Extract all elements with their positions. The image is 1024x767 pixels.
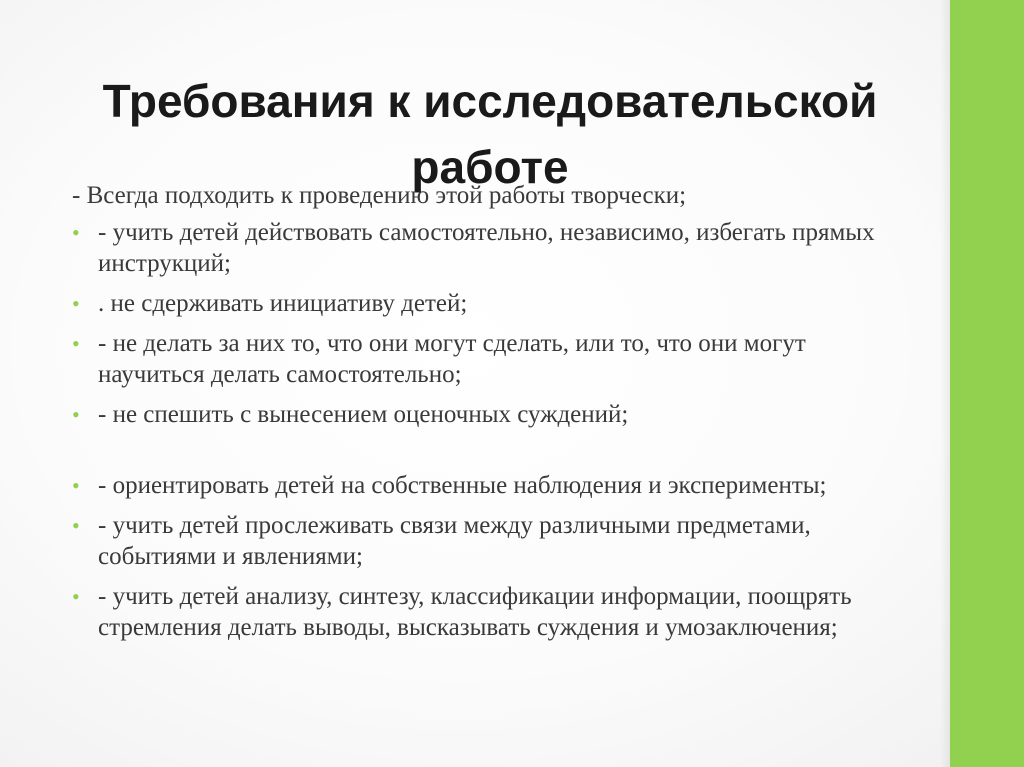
accent-band-shadow bbox=[940, 0, 950, 767]
list-item-text: - учить детей анализу, синтезу, классификации информации, поощрять стремления делать выводы, высказывать суждения и умозаключения; bbox=[98, 583, 852, 641]
list-item-text: - учить детей прослеживать связи между различными предметами, событиями и явлениями; bbox=[98, 512, 811, 570]
slide-body bbox=[72, 180, 902, 652]
bullet-icon: • bbox=[72, 220, 80, 245]
list-item-text: - не делать за них то, что они могут сделать, или то, что они могут научиться делать самостоятельно; bbox=[98, 330, 806, 388]
list-item-text: - ориентировать детей на собственные наблюдения и эксперименты; bbox=[98, 472, 827, 499]
accent-side-band bbox=[950, 0, 1024, 767]
bullet-icon: • bbox=[72, 473, 80, 498]
bullet-icon: • bbox=[72, 402, 80, 427]
list-item bbox=[72, 328, 902, 390]
list-item-text: - не спешить с вынесением оценочных суждений; bbox=[98, 401, 629, 428]
bullet-icon: • bbox=[72, 331, 80, 356]
list-item bbox=[72, 217, 902, 279]
list-item bbox=[72, 470, 902, 501]
bullet-icon: • bbox=[72, 291, 80, 316]
intro-line: - Всегда подходить к проведению этой работы творчески; bbox=[72, 182, 687, 209]
requirements-list bbox=[72, 217, 902, 643]
list-item-text: . не сдерживать инициативу детей; bbox=[98, 290, 468, 317]
list-item bbox=[72, 581, 902, 643]
bullet-icon: • bbox=[72, 513, 80, 538]
list-item-text: - учить детей действовать самостоятельно, независимо, избегать прямых инструкций; bbox=[98, 219, 875, 277]
slide-title: Требования к исследовательской работе bbox=[102, 75, 878, 193]
bullet-icon: • bbox=[72, 584, 80, 609]
list-item bbox=[72, 399, 902, 430]
list-item bbox=[72, 288, 902, 319]
list-item bbox=[72, 510, 902, 572]
